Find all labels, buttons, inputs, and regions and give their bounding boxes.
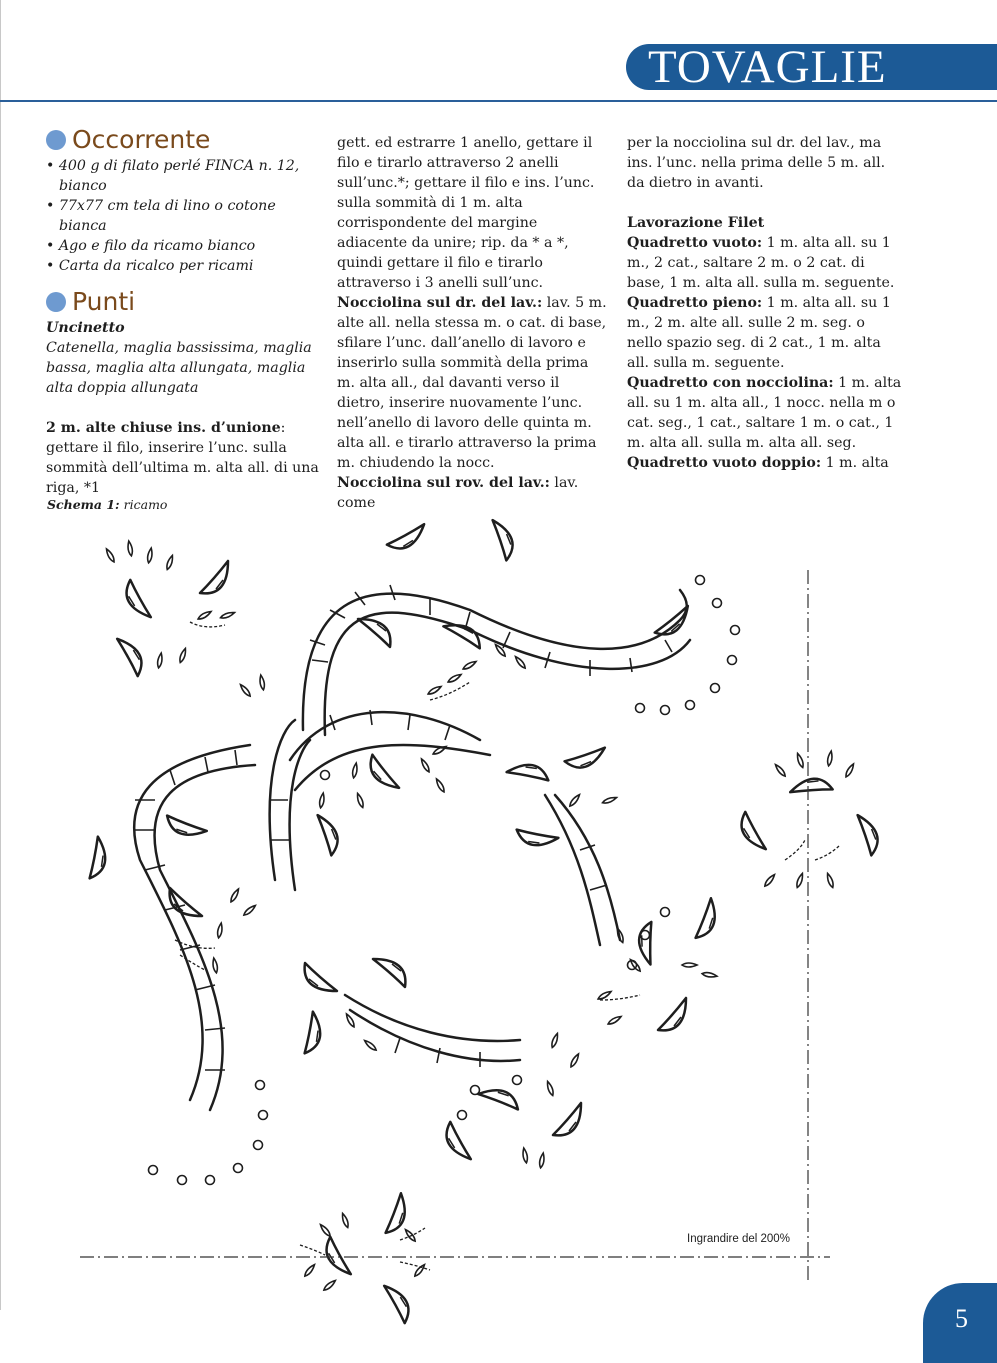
figure-caption: Schema 1: ricamo bbox=[47, 497, 168, 512]
page-number: 5 bbox=[955, 1304, 968, 1333]
stitch-lines bbox=[175, 622, 840, 1270]
filet-paragraph: Quadretto pieno: 1 m. alta all. su 1 m., 2 m. alte all. sulle 2 m. seg. o nello spazio seg. di 2 cat., 1 m. alta all. sulla m. seguente. bbox=[627, 295, 891, 371]
drops bbox=[105, 541, 855, 1292]
section-title: TOVAGLIE bbox=[648, 41, 887, 93]
stitch-paragraph: 2 m. alte chiuse ins. d’unione: gettare il filo, inserire l’unc. sulla sommità dell’ultima m. alta all. di una riga, *1 bbox=[46, 420, 319, 496]
material-item: • Carta da ricalco per ricami bbox=[46, 258, 254, 274]
stitch-paragraph: gett. ed estrarre 1 anello, gettare il filo e tirarlo attraverso 2 anelli sull’unc.*; gettare il filo e ins. l’unc. sulla sommità di 1 m. alta corrispondente del margine adiacente da unire; rip. da * a *, quindi gettare il filo e tirarlo attraverso i 3 anelli sull’unc. bbox=[337, 135, 595, 291]
enlarge-note: Ingrandire del 200% bbox=[687, 1233, 790, 1245]
uncinetto-label: Uncinetto bbox=[46, 320, 125, 336]
filet-heading: Lavorazione Filet bbox=[627, 215, 765, 231]
material-item: • 400 g di filato perlé FINCA n. 12, bianco bbox=[46, 158, 300, 194]
stitch-paragraph: Nocciolina sul dr. del lav.: lav. 5 m. alte all. nella stessa m. o cat. di base, sfilare l’unc. dall’anello di lavoro e inserirlo sulla sommità della prima m. alta all., dal davanti verso il dietro, inserire nuovamente l’unc. nell’anello di lavoro delle quinta m. alta all. e tirarlo attraverso la prima m. chiudendo la nocc. bbox=[337, 295, 607, 471]
stitch-paragraph: per la nocciolina sul dr. del lav., ma ins. l’unc. nella prima delle 5 m. all. da dietro in avanti. bbox=[627, 135, 886, 191]
occorrente-heading: Occorrente bbox=[46, 126, 321, 154]
filet-paragraph: Quadretto con nocciolina: 1 m. alta all. su 1 m. alta all., 1 nocc. nella m o cat. seg., 1 cat., saltare 1 m. o cat., 1 m. alta all. sulla m. alta all. seg. bbox=[627, 375, 902, 451]
filet-paragraph: Quadretto vuoto doppio: 1 m. alta bbox=[627, 455, 889, 471]
filet-paragraph: Quadretto vuoto: 1 m. alta all. su 1 m., 2 cat., saltare 2 m. o 2 cat. di base, 1 m. alta all. sulla m. seguente. bbox=[627, 235, 895, 291]
punti-heading: Punti bbox=[46, 288, 321, 316]
stitch-paragraph: Nocciolina sul rov. del lav.: lav. come bbox=[337, 475, 579, 511]
material-item: • Ago e filo da ricamo bianco bbox=[46, 238, 256, 254]
material-item: • 77x77 cm tela di lino o cotone bianca bbox=[46, 198, 276, 234]
stems bbox=[134, 590, 690, 1110]
uncinetto-text: Catenella, maglia bassissima, maglia bassa, maglia alta allungata, maglia alta doppia allungata bbox=[46, 340, 312, 396]
dots bbox=[149, 576, 740, 1185]
